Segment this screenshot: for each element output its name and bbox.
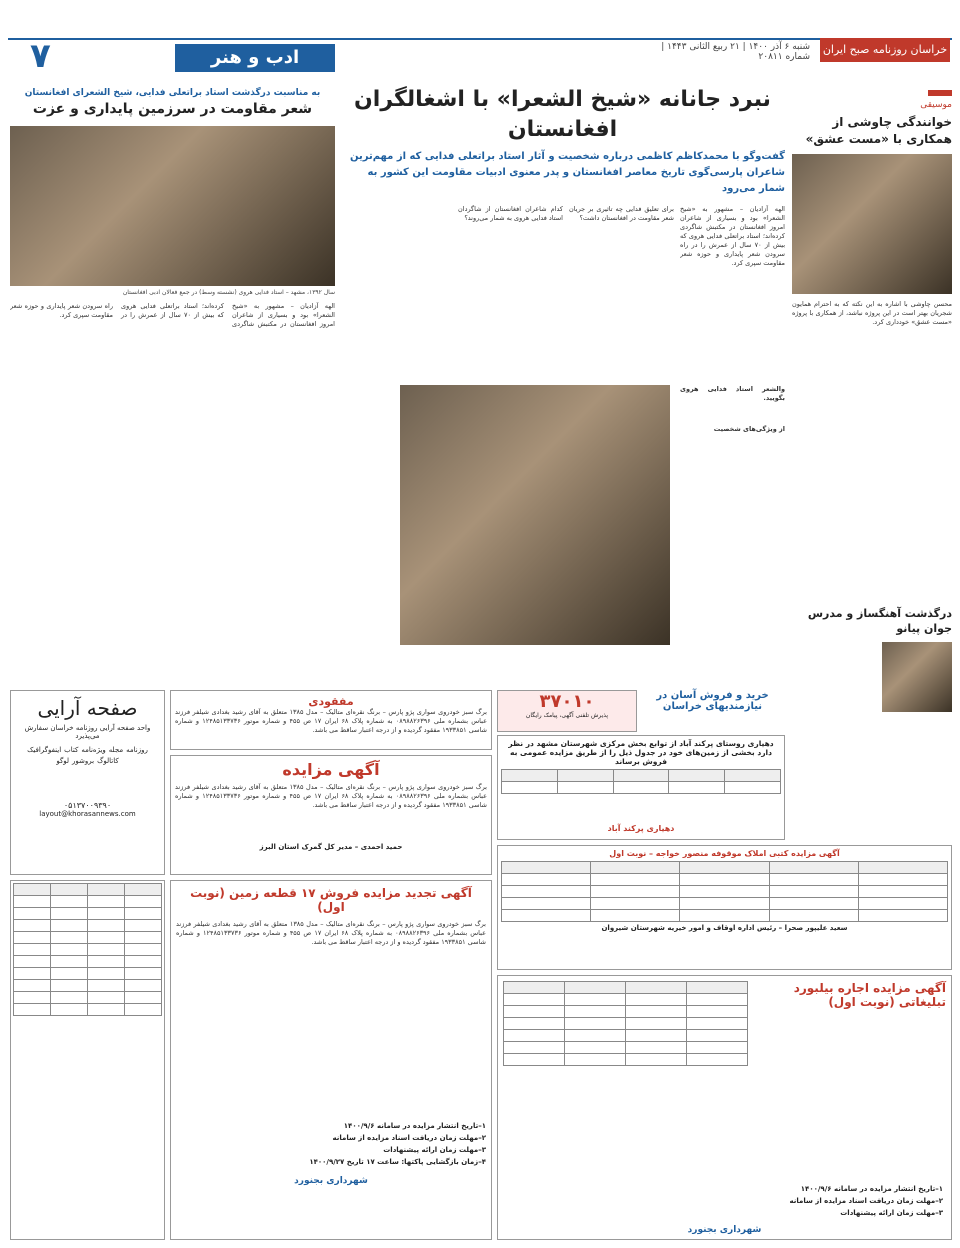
village-auction xyxy=(497,735,785,840)
poet-photo xyxy=(400,385,670,645)
main-subhead-2: از ویژگی‌های شخصیت xyxy=(713,425,785,433)
group-photo xyxy=(10,126,335,286)
lost-text: برگ سبز خودروی سواری پژو پارس – برنگ نقره‌ای متالیک – مدل ۱۳۸۵ متعلق به آقای رشید بغدادی شیلفر فرزند عباس بشماره ملی ۰۸۹۸۸۲۶۳۹۶ به شماره پلاک ۶۸ ایران ۱۷ ص ۴۵۵ و شماره موتور ۱۲۴۸۵۱۳۳۷۳۶ و شماره شاسی ۱۹۳۳۸۵۱ مفقود گردیده و از درجه اعتبار ساقط می باشد. xyxy=(175,708,487,734)
main-headline: نبرد جانانه «شیخ الشعرا» با اشغالگران افغانستان xyxy=(354,87,771,142)
land-sale-body: برگ سبز خودروی سواری پژو پارس – برنگ نقره‌ای متالیک – مدل ۱۳۸۵ متعلق به آقای رشید بغدادی شیلفر فرزند عباس بشماره ملی ۰۸۹۸۸۲۶۳۹۶ به شماره پلاک ۶۸ ایران ۱۷ ص ۴۵۵ و شماره موتور ۱۲۴۸۵۱۳۳۷۳۶ و شماره شاسی ۱۹۳۳۸۵۱ مفقود گردیده و از درجه اعتبار ساقط می باشد. xyxy=(176,920,486,946)
endowment-sign: سعید علیپور صحرا – رئیس اداره اوقاف و امور خیریه شهرستان شیروان xyxy=(601,924,848,932)
side-section: موسیقی xyxy=(920,100,952,110)
page-number: ۷ xyxy=(30,36,51,76)
issue-date: شنبه ۶ آذر ۱۴۰۰ | ۲۱ ربیع الثانی ۱۴۴۳ | شماره ۲۰۸۱۱ xyxy=(661,42,810,62)
layout-ad-items xyxy=(16,746,159,765)
village-table xyxy=(501,769,781,794)
endowment-auction xyxy=(497,845,952,970)
layout-item: مجله xyxy=(108,746,124,754)
billboard-sign: شهرداری بجنورد xyxy=(687,1225,762,1235)
section-label: ادب و هنر xyxy=(175,44,335,72)
land-sale-sign: شهرداری بجنورد xyxy=(294,1176,368,1186)
main-body-col2: برای تعلیق فدایی چه تاثیری بر جریان شعر مقاومت در افغانستان داشت؟ xyxy=(569,205,674,222)
header-rule xyxy=(8,38,952,40)
left-article xyxy=(10,88,335,688)
land-sale-deadlines xyxy=(176,1120,486,1168)
auction-signature: حمید احمدی – مدیر کل گمرک استان البرز xyxy=(259,843,403,851)
layout-item: ویژه‌نامه xyxy=(81,746,106,754)
deadline: ۲–مهلت زمان دریافت اسناد مزایده از سامانه xyxy=(332,1134,486,1142)
village-title: دهیاری روستای پرکند آباد از توابع بخش مرکزی شهرستان مشهد در نظر دارد بخشی از زمین‌های خود در جدول ذیل را از طریق مزایده عمومی به فروش برساند xyxy=(508,739,774,766)
classified-phone-ad xyxy=(497,690,637,732)
deadline: ۱–تاریخ انتشار مزایده در سامانه ۱۴۰۰/۹/۶ xyxy=(343,1122,486,1130)
pianist-photo xyxy=(882,642,952,712)
left-kicker: به مناسبت درگذشت استاد براتعلی فدایی، شیخ الشعرای افغانستان xyxy=(24,88,321,98)
lost-notice xyxy=(170,690,492,750)
side-subtitle: درگذشت آهنگساز و مدرس جوان پیانو xyxy=(807,607,952,635)
deadline: ۴–زمان بازگشایی پاکتها: ساعت ۱۷ تاریخ ۱۴۰۰/۹/۲۷ xyxy=(309,1158,486,1166)
masthead xyxy=(0,0,960,78)
deadline: ۲–مهلت زمان دریافت اسناد مزایده از سامانه xyxy=(789,1197,943,1205)
deadline: ۳–مهلت زمان ارائه پیشنهادات xyxy=(840,1209,943,1217)
land-table-grid xyxy=(13,883,162,1016)
singer-photo xyxy=(792,154,952,294)
billboard-deadlines xyxy=(513,1183,943,1219)
auction-body: برگ سبز خودروی سواری پژو پارس – برنگ نقره‌ای متالیک – مدل ۱۳۸۵ متعلق به آقای رشید بغدادی شیلفر فرزند عباس بشماره ملی ۰۸۹۸۸۲۶۳۹۶ به شماره پلاک ۶۸ ایران ۱۷ ص ۴۵۵ و شماره موتور ۱۲۴۸۵۱۳۳۷۳۶ و شماره شاسی ۱۹۳۳۸۵۱ مفقود گردیده و از درجه اعتبار ساقط می باشد. xyxy=(175,783,487,809)
layout-item: کتاب xyxy=(64,746,79,754)
layout-ad-email: layout@khorasannews.com xyxy=(39,810,136,818)
photo-caption: سال ۱۳۹۲، مشهد – استاد فدایی هروی (نشسته وسط) در جمع فعالان ادبی افغانستان xyxy=(122,289,335,296)
layout-ad-phone: ۰۵۱۳۷۰۰۹۳۹۰ xyxy=(63,801,112,810)
main-subhead: والشعر استاد فدایی هروی بگویید. xyxy=(680,385,785,402)
classified-sub: پذیرش تلفنی آگهی، پیامک رایگان xyxy=(525,712,609,719)
layout-item: کاتالوگ xyxy=(97,757,119,765)
side-title: خوانندگی چاوشی از همکاری با «مست عشق» xyxy=(805,115,952,146)
layout-item: بروشور xyxy=(72,757,95,765)
main-body-col1: الهه آزادیان – مشهور به «شیخ الشعرا» بود و بسیاری از شاعران امروز افغانستان در مکتبش شاگردی کرده‌اند؛ استاد براتعلی فدایی هروی که بیش از ۷۰ سال از عمرش را در راه سرودن شعر پایداری و حوزه شعر مقاومت سپری کرد. xyxy=(680,205,785,267)
endowment-table xyxy=(501,861,948,922)
land-sale-auction xyxy=(170,880,492,1240)
classified-number: ۳۷۰۱۰ xyxy=(539,691,595,712)
left-body: الهه آزادیان – مشهور به «شیخ الشعرا» بود و بسیاری از شاعران امروز افغانستان در مکتبش شاگردی کرده‌اند؛ استاد براتعلی فدایی هروی که بیش از ۷۰ سال از عمرش را در راه سرودن شعر پایداری و حوزه شعر مقاومت سپری کرد. xyxy=(10,302,335,328)
village-sign: دهیاری پرکند آباد xyxy=(607,824,675,833)
lost-title: مفقودی xyxy=(308,695,354,708)
layout-item: روزنامه xyxy=(126,746,148,754)
billboard-auction xyxy=(497,975,952,1240)
main-article xyxy=(340,85,785,645)
layout-ad xyxy=(10,690,165,875)
land-table xyxy=(10,880,165,1240)
side-body: محسن چاوشی با اشاره به این نکته که به احترام همایون شجریان بهتر است در این پروژه نباشد، از همکاری با پروژه «مست عشق» خودداری کرد. xyxy=(792,300,952,326)
layout-ad-title: صفحه آرایی xyxy=(37,696,138,720)
land-sale-title: آگهی تجدید مزایده فروش ۱۷ قطعه زمین (نوبت اول) xyxy=(190,886,472,914)
endowment-title: آگهی مزایده کتبی املاک موقوفه منصور خواجه – نوبت اول xyxy=(609,849,840,858)
left-headline: شعر مقاومت در سرزمین پایداری و عزت xyxy=(32,101,313,117)
main-body-col3: کدام شاعران افغانستان از شاگردان استاد فدایی هروی به شمار می‌روند؟ xyxy=(458,205,563,222)
section-marker xyxy=(928,90,952,96)
deadline: ۳–مهلت زمان ارائه پیشنهادات xyxy=(383,1146,486,1154)
deadline: ۱–تاریخ انتشار مزایده در سامانه ۱۴۰۰/۹/۶ xyxy=(800,1185,943,1193)
side-column xyxy=(792,90,952,830)
auction-title: آگهی مزایده xyxy=(282,760,380,779)
newspaper-logo: خراسان روزنامه صبح ایران xyxy=(820,38,950,62)
auction-ad xyxy=(170,755,492,875)
main-lead: گفت‌وگو با محمدکاظم کاظمی درباره شخصیت و آثار استاد براتعلی فدایی که از مهم‌ترین شاعران پارسی‌گوی تاریخ معاصر افغانستان و پدر معنوی ادبیات مقاومت این کشور به شمار می‌رود xyxy=(349,151,785,194)
classified-slogan: خرید و فروش آسان در نیازمندیهای خراسان xyxy=(656,690,769,712)
billboard-table xyxy=(503,981,748,1066)
layout-item: لوگو xyxy=(56,757,70,765)
billboard-title: آگهی مزایده اجاره بیلبورد تبلیغاتی (نوبت اول) xyxy=(793,981,946,1009)
layout-item: اینفوگرافیک xyxy=(27,746,62,754)
layout-ad-sub: واحد صفحه آرایی روزنامه خراسان سفارش می‌پذیرد xyxy=(24,724,151,740)
